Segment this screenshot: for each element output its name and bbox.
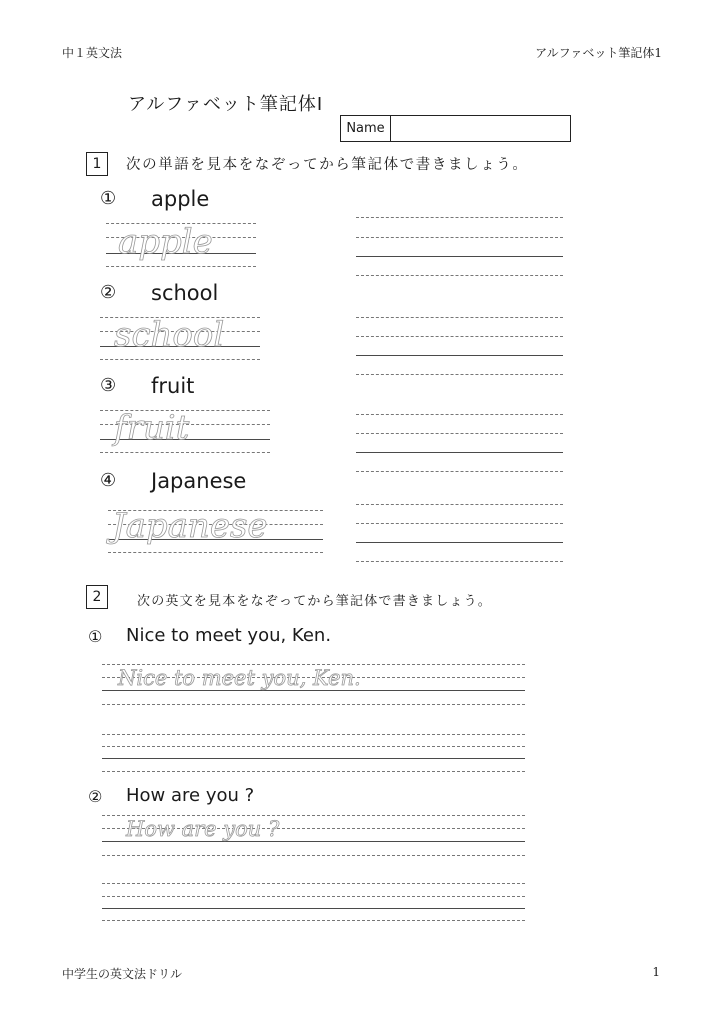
section1-number: 1 xyxy=(86,152,108,176)
practice-line[interactable] xyxy=(102,771,525,772)
practice-line[interactable] xyxy=(356,237,563,238)
item1-trace-sample: apple xyxy=(118,222,213,262)
practice-line[interactable] xyxy=(356,433,563,434)
guide-line xyxy=(100,452,270,453)
page-title: アルファベット筆記体Ⅰ xyxy=(128,94,324,115)
page-number: 1 xyxy=(652,965,660,979)
item3-word: fruit xyxy=(151,374,195,398)
item1-word: apple xyxy=(151,187,210,211)
practice-line[interactable] xyxy=(356,275,563,276)
practice-base-line[interactable] xyxy=(102,908,525,909)
guide-line xyxy=(102,664,525,665)
practice-line[interactable] xyxy=(102,883,525,884)
practice-base-line[interactable] xyxy=(356,256,563,257)
practice-base-line[interactable] xyxy=(356,542,563,543)
practice-line[interactable] xyxy=(102,746,525,747)
practice-line[interactable] xyxy=(102,734,525,735)
practice-base-line[interactable] xyxy=(102,758,525,759)
practice-line[interactable] xyxy=(356,374,563,375)
item4-trace-sample: Japanese xyxy=(112,506,268,546)
item2-number: ② xyxy=(100,282,117,303)
name-label: Name xyxy=(341,116,391,141)
guide-line xyxy=(102,815,525,816)
sentence2-text: How are you ? xyxy=(126,785,255,806)
sentence1-text: Nice to meet you, Ken. xyxy=(126,625,332,646)
practice-line[interactable] xyxy=(356,336,563,337)
name-box xyxy=(340,115,571,142)
guide-line xyxy=(102,855,525,856)
item2-word: school xyxy=(151,281,219,305)
practice-base-line[interactable] xyxy=(356,452,563,453)
item3-trace-sample: fruit xyxy=(114,408,190,448)
sentence2-trace-sample: How are you ? xyxy=(126,817,280,841)
practice-line[interactable] xyxy=(356,561,563,562)
guide-line xyxy=(100,359,260,360)
practice-line[interactable] xyxy=(356,523,563,524)
section1-instruction: 次の単語を見本をなぞってから筆記体で書きましょう。 xyxy=(126,157,529,173)
section2-instruction: 次の英文を見本をなぞってから筆記体で書きましょう。 xyxy=(137,594,493,609)
section2-number: 2 xyxy=(86,585,108,609)
practice-line[interactable] xyxy=(356,217,563,218)
practice-line[interactable] xyxy=(356,414,563,415)
base-line xyxy=(102,690,525,691)
guide-line xyxy=(106,266,256,267)
header-left: 中１英文法 xyxy=(62,46,123,60)
item2-trace-sample: school xyxy=(114,315,225,355)
practice-line[interactable] xyxy=(102,896,525,897)
item1-number: ① xyxy=(100,188,117,209)
practice-line[interactable] xyxy=(356,471,563,472)
guide-line xyxy=(102,704,525,705)
base-line xyxy=(102,841,525,842)
practice-line[interactable] xyxy=(356,504,563,505)
item4-word: Japanese xyxy=(151,469,247,493)
sentence2-number: ② xyxy=(88,787,103,806)
practice-base-line[interactable] xyxy=(356,355,563,356)
guide-line xyxy=(108,552,323,553)
practice-line[interactable] xyxy=(356,317,563,318)
sentence1-number: ① xyxy=(88,627,103,646)
item3-number: ③ xyxy=(100,375,117,396)
sentence1-trace-sample: Nice to meet you, Ken. xyxy=(118,666,361,690)
header-right: アルファベット筆記体1 xyxy=(535,46,662,60)
item4-number: ④ xyxy=(100,470,117,491)
name-field[interactable] xyxy=(391,116,570,141)
footer-title: 中学生の英文法ドリル xyxy=(62,967,183,981)
practice-line[interactable] xyxy=(102,920,525,921)
